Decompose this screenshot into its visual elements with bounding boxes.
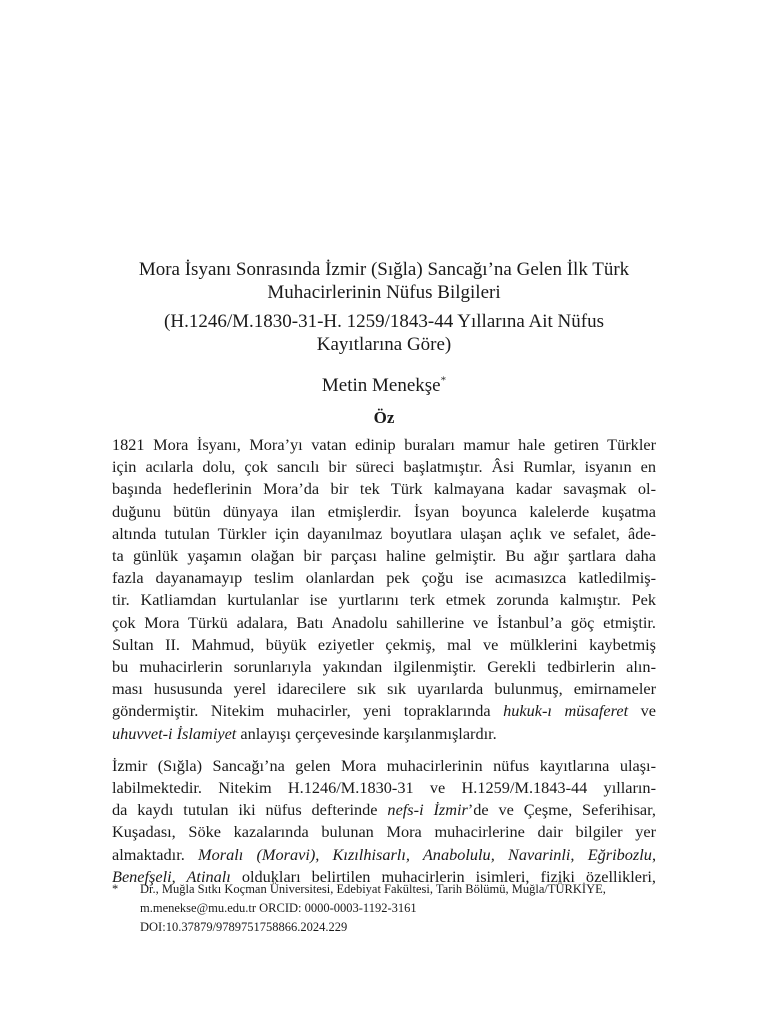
text-line: için acılarla dolu, çok sancılı bir süreci başlatmıştır. Âsi Rumlar, isyanın en	[112, 457, 656, 477]
text-segment: ,	[651, 844, 657, 864]
text-segment: da kaydı tutulan iki nüfus defterinde	[112, 800, 388, 820]
italic-term: hukuk-ı müsaferet	[503, 701, 629, 721]
italic-term: Benefşeli, Atinalı	[112, 866, 231, 886]
text-segment: anlayışı çerçevesinde karşılanmışlardır.	[236, 723, 497, 743]
footnote-mark: *	[112, 882, 119, 896]
text-line: labilmektedir. Nitekim H.1246/M.1830-31 ve H.1259/M.1843-44 yılların-	[112, 778, 656, 798]
text-line: fazla dayanamayıp teslim olanlardan pek çoğu ise acımasızca katledilmiş-	[112, 568, 656, 588]
author-text: Metin Menekşe	[321, 375, 441, 396]
article-subtitle	[112, 310, 656, 356]
text-line	[112, 700, 656, 722]
text-line: İzmir (Sığla) Sancağı’na gelen Mora muhacirlerinin nüfus kayıtlarına ulaşı-	[112, 755, 656, 775]
footnote-doi: DOI:10.37879/9789751758866.2024.229	[140, 920, 348, 934]
text-line: bu muhacirlerin sorunlarıyla yakından ilgilenmiştir. Gerekli tedbirlerin alın-	[112, 657, 656, 677]
footnote-body	[140, 880, 672, 937]
footnote	[112, 880, 672, 937]
footnote-affiliation: Dr., Muğla Sıtkı Koçman Üniversitesi, Edebiyat Fakültesi, Tarih Bölümü, Muğla/TÜRKİYE,	[140, 882, 606, 896]
text-line: tir. Katliamdan kurtulanlar ise yurtlarını terk etmek zorunda kalmıştır. Pek	[112, 590, 656, 610]
article-page	[112, 258, 656, 888]
subtitle-line-2: Kayıtlarına Göre)	[316, 334, 452, 355]
text-line: Kuşadası, Söke kazalarında bulunan Mora muhacirlerine dair bilgiler yer	[112, 822, 656, 842]
text-line: duğunu bütün dünyaya ilan etmişlerdir. İsyan boyunca kalelerde kuşatma	[112, 501, 656, 521]
text-line: başında hedeflerinin Mora’da bir tek Türk kalmayana kadar savaşmak ol-	[112, 479, 656, 499]
abstract-heading: Öz	[373, 408, 395, 427]
footnote-email-orcid: m.menekse@mu.edu.tr ORCID: 0000-0003-1192-3161	[140, 901, 417, 915]
text-line: 1821 Mora İsyanı, Mora’yı vatan edinip buraları mamur hale getiren Türkler	[112, 435, 656, 454]
title-line-1: Mora İsyanı Sonrasında İzmir (Sığla) Sancağı’na Gelen İlk Türk	[138, 259, 630, 280]
text-segment: oldukları belirtilen muhacirlerin isimleri, fiziki özellikleri,	[230, 866, 656, 886]
text-line: Sultan II. Mahmud, büyük eziyetler çekmiş, mal ve mülklerini kaybetmiş	[112, 634, 656, 654]
text-line: çok Mora Türkü adalara, Batı Anadolu sahillerine ve İstanbul’a göç etmiştir.	[112, 612, 656, 632]
author-name	[112, 374, 656, 397]
italic-term: uhuvvet-i İslamiyet	[112, 723, 237, 743]
subtitle-line-1: (H.1246/M.1830-31-H. 1259/1843-44 Yıllarına Ait Nüfus	[164, 311, 604, 332]
text-line: ması hususunda yerel idarecilere sık sık uyarılarda bulunmuş, emirnameler	[112, 679, 656, 699]
text-line	[112, 723, 656, 745]
text-line	[112, 844, 656, 866]
italic-term: nefs-i İzmir	[387, 800, 468, 820]
text-line: altında tutulan Türkler için dayanılmaz boyutlara ulaşan açlık ve sefalet, âde-	[112, 523, 656, 543]
abstract-paragraph-1	[112, 434, 656, 745]
text-line	[112, 799, 656, 821]
abstract-paragraph-2	[112, 755, 656, 888]
italic-term: Moralı (Moravi), Kızılhisarlı, Anabolulu, Navarinli, Eğribozlu	[198, 844, 652, 864]
text-segment: almaktadır.	[112, 844, 199, 864]
author-footnote-mark: *	[440, 374, 447, 387]
text-segment: ve	[628, 701, 657, 721]
text-segment: ’de ve Çeşme, Seferihisar,	[467, 800, 656, 820]
text-line: ta günlük yaşamın olağan bir parçası haline gelmiştir. Bu ağır şartlara daha	[112, 546, 656, 566]
article-title	[112, 258, 656, 304]
title-line-2: Muhacirlerinin Nüfus Bilgileri	[267, 282, 501, 303]
text-segment: göndermiştir. Nitekim muhacirler, yeni topraklarında	[112, 701, 504, 721]
